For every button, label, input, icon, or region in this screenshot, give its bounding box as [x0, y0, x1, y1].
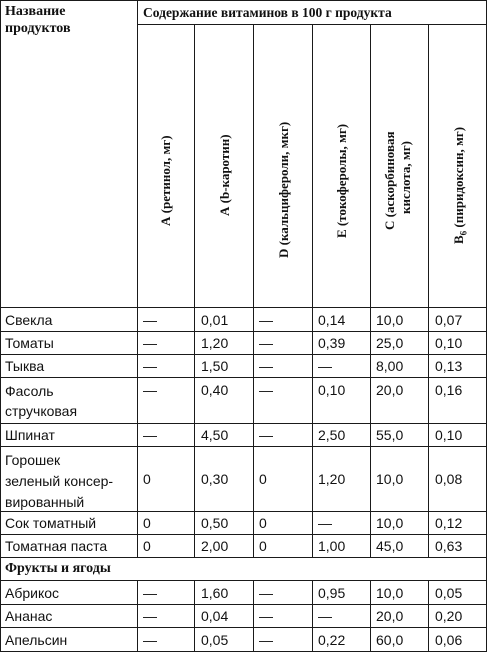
- row-name-line: стручковая: [5, 403, 78, 419]
- cell-pyridoxine: 0,16: [435, 382, 463, 398]
- hline: [0, 377, 487, 378]
- cell-calciferol: —: [259, 632, 273, 648]
- cell-carotene: 0,30: [201, 471, 229, 487]
- vline: [428, 580, 429, 652]
- cell-carotene: 1,60: [201, 585, 229, 601]
- hline: [0, 331, 487, 332]
- cell-retinol: —: [143, 608, 157, 624]
- vline: [253, 580, 254, 652]
- row-name: Тыква: [5, 358, 45, 374]
- hline: [0, 446, 487, 447]
- hline: [0, 580, 487, 581]
- column-header-pyridoxine-text: (пиридоксин, мг): [451, 126, 466, 231]
- cell-tocopherol: 0,22: [318, 632, 346, 648]
- cell-ascorbic: 10,0: [376, 312, 404, 328]
- column-header-carotene: А (b-каротин): [217, 134, 232, 216]
- cell-retinol: —: [143, 358, 157, 374]
- cell-carotene: 4,50: [201, 427, 229, 443]
- product-column-header: [5, 3, 71, 37]
- row-name: [5, 450, 113, 513]
- cell-tocopherol: 0,39: [318, 335, 346, 351]
- row-name: Томаты: [5, 335, 54, 351]
- cell-calciferol: —: [259, 382, 273, 398]
- cell-tocopherol: 0,10: [318, 382, 346, 398]
- cell-retinol: 0: [143, 471, 151, 487]
- cell-ascorbic: 10,0: [376, 585, 404, 601]
- cell-pyridoxine: 0,10: [435, 427, 463, 443]
- cell-retinol: —: [143, 585, 157, 601]
- vline: [312, 24, 313, 557]
- hline: [0, 0, 487, 1]
- cell-pyridoxine: 0,06: [435, 632, 463, 648]
- row-name-line: вированный: [5, 494, 85, 510]
- hline: [0, 354, 487, 355]
- column-header-ascorbic-line1: С (аскорбиновая: [382, 131, 397, 230]
- hline: [0, 534, 487, 535]
- cell-retinol: —: [143, 382, 157, 398]
- cell-retinol: 0: [143, 538, 151, 554]
- column-header-ascorbic-line2: кислота, мг): [398, 140, 413, 214]
- cell-pyridoxine: 0,08: [435, 471, 463, 487]
- vline: [137, 0, 138, 557]
- cell-pyridoxine: 0,20: [435, 608, 463, 624]
- cell-carotene: 0,05: [201, 632, 229, 648]
- column-header-calciferol: D (кальцифероли, мкг): [276, 121, 291, 258]
- cell-calciferol: —: [259, 608, 273, 624]
- cell-tocopherol: 2,50: [318, 427, 346, 443]
- cell-tocopherol: 1,00: [318, 538, 346, 554]
- section-title-fruits: Фрукты и ягоды: [5, 561, 111, 576]
- row-name-line: Горошек: [5, 452, 61, 468]
- cell-tocopherol: 0,14: [318, 312, 346, 328]
- row-name: Сок томатный: [5, 515, 97, 531]
- cell-calciferol: —: [259, 312, 273, 328]
- cell-carotene: 0,40: [201, 382, 229, 398]
- cell-pyridoxine: 0,07: [435, 312, 463, 328]
- cell-calciferol: —: [259, 427, 273, 443]
- row-name: Томатная паста: [5, 538, 108, 554]
- cell-tocopherol: 1,20: [318, 471, 346, 487]
- cell-ascorbic: 55,0: [376, 427, 404, 443]
- cell-tocopherol: —: [318, 358, 332, 374]
- row-name: Свекла: [5, 312, 53, 328]
- column-header-b-letter: В: [451, 235, 466, 244]
- cell-pyridoxine: 0,05: [435, 585, 463, 601]
- cell-retinol: —: [143, 632, 157, 648]
- cell-calciferol: —: [259, 335, 273, 351]
- vitamin-group-header: Содержание витаминов в 100 г продукта: [143, 5, 392, 20]
- cell-carotene: 0,04: [201, 608, 229, 624]
- row-name: Апельсин: [5, 632, 68, 648]
- cell-retinol: —: [143, 312, 157, 328]
- hline: [0, 627, 487, 628]
- row-name-line: зеленый консер-: [5, 473, 114, 489]
- cell-calciferol: —: [259, 358, 273, 374]
- vline: [370, 24, 371, 557]
- vline: [137, 580, 138, 652]
- vline: [194, 580, 195, 652]
- row-name: Шпинат: [5, 427, 55, 443]
- cell-pyridoxine: 0,12: [435, 515, 463, 531]
- cell-ascorbic: 60,0: [376, 632, 404, 648]
- cell-carotene: 0,01: [201, 312, 229, 328]
- vline: [253, 24, 254, 557]
- cell-calciferol: —: [259, 585, 273, 601]
- row-name: Ананас: [5, 608, 53, 624]
- column-header-tocopherol: Е (токоферолы, мг): [334, 123, 349, 238]
- vline: [0, 0, 1, 652]
- cell-tocopherol: —: [318, 608, 332, 624]
- vline: [370, 580, 371, 652]
- cell-pyridoxine: 0,63: [435, 538, 463, 554]
- cell-ascorbic: 25,0: [376, 335, 404, 351]
- hline: [0, 307, 487, 308]
- cell-tocopherol: 0,95: [318, 585, 346, 601]
- product-header-line: продуктов: [5, 21, 71, 36]
- vline: [428, 24, 429, 557]
- cell-ascorbic: 8,00: [376, 358, 404, 374]
- cell-pyridoxine: 0,10: [435, 335, 463, 351]
- cell-ascorbic: 20,0: [376, 608, 404, 624]
- cell-retinol: —: [143, 427, 157, 443]
- row-name-line: Фасоль: [5, 383, 54, 399]
- cell-carotene: 2,00: [201, 538, 229, 554]
- hline: [0, 604, 487, 605]
- column-header-retinol: А (ретинол, мг): [158, 135, 173, 226]
- vline: [312, 580, 313, 652]
- column-header-b-subscript: 6: [458, 230, 469, 236]
- cell-carotene: 1,50: [201, 358, 229, 374]
- cell-tocopherol: —: [318, 515, 332, 531]
- product-header-line: Название: [5, 4, 66, 19]
- cell-ascorbic: 45,0: [376, 538, 404, 554]
- cell-calciferol: 0: [259, 538, 267, 554]
- vline: [194, 24, 195, 557]
- cell-retinol: —: [143, 335, 157, 351]
- cell-calciferol: 0: [259, 515, 267, 531]
- cell-ascorbic: 20,0: [376, 382, 404, 398]
- hline: [0, 423, 487, 424]
- cell-calciferol: 0: [259, 471, 267, 487]
- cell-ascorbic: 10,0: [376, 515, 404, 531]
- row-name: [5, 381, 77, 421]
- cell-carotene: 1,20: [201, 335, 229, 351]
- cell-retinol: 0: [143, 515, 151, 531]
- column-header-pyridoxine: [451, 127, 469, 244]
- cell-pyridoxine: 0,13: [435, 358, 463, 374]
- cell-ascorbic: 10,0: [376, 471, 404, 487]
- hline: [0, 557, 487, 558]
- cell-carotene: 0,50: [201, 515, 229, 531]
- row-name: Абрикос: [5, 585, 60, 601]
